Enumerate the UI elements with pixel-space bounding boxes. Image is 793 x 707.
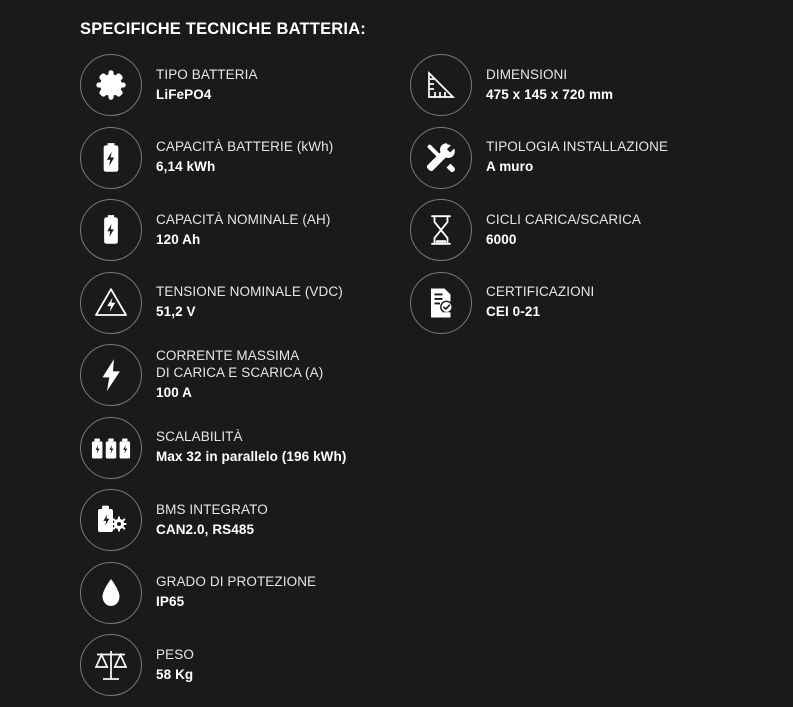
spec-text [156,67,258,103]
spec-value: Max 32 in parallelo (196 kWh) [156,449,347,465]
spec-label: PESO [156,646,194,662]
spec-value: A muro [486,159,534,175]
spec-label: BMS INTEGRATO [156,501,268,517]
spec-label: TIPO BATTERIA [156,66,258,82]
spec-value: CAN2.0, RS485 [156,521,255,537]
spec-label: TIPOLOGIA INSTALLAZIONE [486,139,669,155]
spec-row [80,344,370,406]
high-voltage-warning-icon [80,272,142,334]
spec-text [156,139,333,175]
page-title: SPECIFICHE TECNICHE BATTERIA: [80,20,367,38]
spec-label: CAPACITÀ NOMINALE (AH) [156,211,331,227]
spec-value: 58 Kg [156,666,194,682]
spec-columns [0,54,793,707]
spec-label: TENSIONE NOMINALE (VDC) [156,284,343,300]
spec-value: 100 A [156,385,193,401]
scale-balance-icon [80,634,142,696]
spec-value: LiFePO4 [156,86,212,102]
spec-label: CICLI CARICA/SCARICA [486,211,642,227]
spec-label-line1: CORRENTE MASSIMA [156,348,300,364]
spec-text [156,212,330,248]
right-spec-column [370,54,750,707]
spec-text [486,212,641,248]
lightning-bolt-icon [80,344,142,406]
certificate-document-icon [410,272,472,334]
spec-text [156,348,323,401]
spec-value: IP65 [156,594,185,610]
gear-icon [80,54,142,116]
battery-gear-icon [80,489,142,551]
spec-row [410,199,750,261]
spec-text [486,139,668,175]
spec-text [486,284,594,320]
spec-value: 120 Ah [156,231,201,247]
water-drop-icon [80,562,142,624]
spec-row [80,127,370,189]
spec-text [156,284,343,320]
spec-row [410,54,750,116]
hourglass-icon [410,199,472,261]
ruler-triangle-icon [410,54,472,116]
spec-label-line2: DI CARICA E SCARICA (A) [156,365,324,381]
spec-row [80,54,370,116]
spec-row [80,562,370,624]
spec-row [410,272,750,334]
battery-icon [80,199,142,261]
spec-value: 51,2 V [156,304,196,320]
spec-label: CAPACITÀ BATTERIE (kWh) [156,139,334,155]
spec-text [156,429,346,465]
spec-value: 6000 [486,231,517,247]
spec-row [80,272,370,334]
spec-label: SCALABILITÀ [156,429,243,445]
spec-text [486,67,613,103]
spec-label: GRADO DI PROTEZIONE [156,574,317,590]
spec-value: 475 x 145 x 720 mm [486,86,614,102]
multiple-batteries-icon [80,417,142,479]
spec-text [156,647,194,683]
spec-value: CEI 0-21 [486,304,541,320]
spec-row [80,417,370,479]
left-spec-column [0,54,370,707]
spec-text [156,502,268,538]
spec-row [410,127,750,189]
spec-row [80,634,370,696]
spec-text [156,574,316,610]
tools-icon [410,127,472,189]
spec-label: DIMENSIONI [486,66,568,82]
spec-value: 6,14 kWh [156,159,216,175]
spec-row [80,199,370,261]
spec-label: CERTIFICAZIONI [486,284,595,300]
battery-bolt-icon [80,127,142,189]
spec-row [80,489,370,551]
